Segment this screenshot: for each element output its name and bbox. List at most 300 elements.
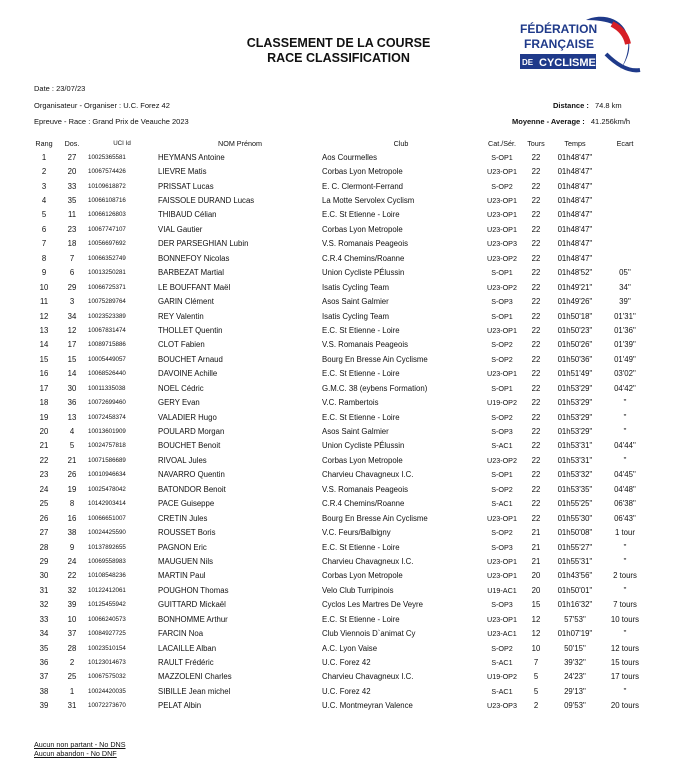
cell-nom: ROUSSET Boris [158,528,216,538]
cell-nom: PAGNON Eric [158,542,207,552]
cell-dos: 19 [67,484,77,494]
cell-temps: 01h55'30'' [557,513,593,523]
cell-rang: 24 [39,484,49,494]
cell-dos: 11 [67,210,77,220]
table-row [30,655,648,669]
table-row [30,367,648,381]
cell-tours: 22 [531,398,541,408]
cell-cat: U23-OP3 [487,701,517,711]
cell-cat: S-OP1 [491,470,513,480]
cell-ecart [602,208,648,222]
cell-uci: 10067575032 [88,673,126,681]
title-english: RACE CLASSIFICATION [267,51,410,65]
cell-tours: 22 [531,253,541,263]
cell-rang: 21 [39,441,49,451]
cell-ecart: 06'43'' [614,513,636,523]
cell-cat: U23-OP2 [487,282,517,292]
race-value: Grand Prix de Veauche 2023 [92,117,189,126]
cell-rang: 28 [39,542,49,552]
legend-dns [34,740,126,749]
logo-line1: FÉDÉRATION [520,22,598,36]
cell-rang: 38 [39,686,49,696]
cell-uci: 10023510154 [88,644,126,652]
cell-uci: 10067747107 [88,225,126,233]
cell-rang: 32 [39,600,49,610]
cell-club: V.S. Romanais Peageois [322,239,408,249]
legend-dns-text: Aucun non partant - No DNS [34,740,126,749]
cell-tours: 22 [531,354,541,364]
table-row [30,338,648,352]
cell-nom: POUGHON Thomas [158,585,229,595]
cell-rang: 11 [39,297,49,307]
cell-uci: 10010946634 [88,471,126,479]
cell-cat: S-OP1 [491,311,513,321]
table-row [30,670,648,684]
cell-uci: 10068526440 [88,370,126,378]
cell-club: Corbas Lyon Metropole [322,224,403,234]
table-row [30,208,648,222]
header-temps: Temps [564,138,586,148]
header-nom: NOM Prénom [218,138,262,148]
cell-rang: 1 [41,152,47,162]
table-row [30,222,648,236]
cell-tours: 22 [531,325,541,335]
cell-ecart: '' [623,455,627,465]
cell-tours: 22 [531,499,541,509]
cell-rang: 12 [39,311,49,321]
cell-rang: 10 [39,282,49,292]
cell-temps: 01h50'36'' [557,354,593,364]
cell-nom: VALADIER Hugo [158,412,217,422]
cell-rang: 33 [39,614,49,624]
cell-tours: 22 [531,412,541,422]
cell-temps: 29'13'' [564,686,586,696]
cell-tours: 22 [531,282,541,292]
cell-dos: 37 [67,629,77,639]
cell-cat: U23-OP1 [487,210,517,220]
cell-nom: BATONDOR Benoit [158,484,226,494]
cell-tours: 22 [531,441,541,451]
cell-uci: 10123014673 [88,659,126,667]
cell-nom: MAUGUEN Nils [158,556,214,566]
header-uci: UCI Id [113,139,131,147]
cell-cat: S-OP2 [491,643,513,653]
cell-temps: 01h55'27'' [557,542,593,552]
cell-nom: RIVOAL Jules [158,455,207,465]
cell-temps: 01h50'08'' [557,528,593,538]
cell-nom: THOLLET Quentin [158,325,223,335]
cell-rang: 26 [39,513,49,523]
cell-dos: 34 [67,311,77,321]
cell-nom: THIBAUD Célian [158,210,217,220]
table-row [30,554,648,568]
cell-club: Charvieu Chavagneux I.C. [322,470,414,480]
cell-dos: 27 [67,152,77,162]
cell-temps: 01h48'47'' [557,196,593,206]
table-row [30,699,648,713]
cell-uci: 10025365581 [88,153,126,161]
cell-temps: 09'53'' [564,701,586,711]
cell-tours: 22 [531,239,541,249]
cell-dos: 6 [69,268,75,278]
cell-club: Union Cycliste PÉlussin [322,268,405,278]
cell-dos: 16 [67,513,77,523]
logo-line3-prefix: DE [522,58,534,67]
cell-rang: 3 [41,181,47,191]
cell-cat: S-OP1 [491,152,513,162]
cell-nom: DAVOINE Achille [158,369,218,379]
cell-tours: 20 [531,585,541,595]
table-row [30,439,648,453]
cell-dos: 30 [67,383,77,393]
cell-ecart: 20 tours [610,701,640,711]
cell-uci: 10024425590 [88,529,126,537]
cell-dos: 9 [69,542,75,552]
cell-uci: 10067831474 [88,326,126,334]
cell-uci: 10013250281 [88,269,126,277]
cell-uci: 10024757818 [88,442,126,450]
cell-nom: GERY Evan [158,398,200,408]
cell-ecart: 2 tours [613,571,637,581]
cell-ecart: 01'31'' [614,311,636,321]
cell-uci: 10137892655 [88,543,126,551]
cell-rang: 35 [39,643,49,653]
table-row [30,237,648,251]
cell-dos: 32 [67,585,77,595]
cell-cat: U23-OP1 [487,224,517,234]
cell-temps: 01h55'25'' [557,499,593,509]
cell-rang: 8 [41,253,47,263]
cell-cat: U23-OP1 [487,571,517,581]
cell-nom: BOUCHET Benoit [158,441,221,451]
cell-tours: 22 [531,455,541,465]
cell-uci: 10066725371 [88,283,126,291]
cell-cat: S-AC1 [491,658,513,668]
cell-uci: 10072458374 [88,413,126,421]
cell-tours: 22 [531,470,541,480]
cell-nom: SIBILLE Jean michel [158,686,231,696]
cell-rang: 14 [39,340,49,350]
cell-rang: 6 [41,224,47,234]
table-row [30,497,648,511]
cell-temps: 01h48'47'' [557,181,593,191]
cell-rang: 23 [39,470,49,480]
cell-rang: 16 [39,369,49,379]
cell-dos: 17 [67,340,77,350]
cell-dos: 12 [67,325,77,335]
cell-club: Club Viennois D`animat Cy [322,629,416,639]
cell-nom: BOUCHET Arnaud [158,354,223,364]
cell-cat: S-AC1 [491,441,513,451]
cell-club: Cyclos Les Martres De Veyre [322,600,423,610]
cell-tours: 22 [531,297,541,307]
cell-club: C.R.4 Chemins/Roanne [322,253,405,263]
table-row [30,251,648,265]
cell-ecart [602,222,648,236]
cell-temps: 50'15'' [564,643,586,653]
cell-tours: 21 [531,528,541,538]
cell-club: E.C. St Etienne - Loire [322,369,400,379]
cell-temps: 01h07'19'' [557,629,593,639]
cell-club: E.C. St Etienne - Loire [322,542,400,552]
cell-nom: BARBEZAT Martial [158,268,224,278]
cell-nom: LE BOUFFANT Maël [158,282,231,292]
cell-uci: 10011335038 [88,384,126,392]
cell-uci: 10024420035 [88,687,126,695]
cell-tours: 20 [531,571,541,581]
cell-ecart: '' [623,542,627,552]
cell-dos: 14 [67,369,77,379]
cell-dos: 3 [69,297,75,307]
cell-temps: 01h53'29'' [557,427,593,437]
cell-temps: 01h16'32'' [557,600,593,610]
cell-ecart [602,251,648,265]
cell-uci: 10072699460 [88,399,126,407]
cell-temps: 01h55'31'' [557,556,593,566]
cell-tours: 22 [531,340,541,350]
cell-tours: 21 [531,542,541,552]
cell-club: Corbas Lyon Metropole [322,455,403,465]
cell-rang: 4 [41,196,47,206]
cell-ecart: 05'' [619,268,631,278]
cell-tours: 22 [531,484,541,494]
cell-rang: 18 [39,398,49,408]
table-row [30,352,648,366]
cell-rang: 13 [39,325,49,335]
table-row [30,164,648,178]
cell-nom: PRISSAT Lucas [158,181,214,191]
cell-ecart: 7 tours [613,600,637,610]
cell-temps: 01h48'47'' [557,253,593,263]
cell-nom: POULARD Morgan [158,427,225,437]
cell-club: E.C. St Etienne - Loire [322,325,400,335]
distance [553,101,622,110]
ffc-logo [516,14,642,82]
table-row [30,266,648,280]
cell-dos: 20 [67,167,77,177]
cell-cat: S-OP3 [491,542,513,552]
cell-dos: 25 [67,672,77,682]
average-value: 41.256km/h [590,117,631,126]
cell-cat: S-OP1 [491,383,513,393]
cell-ecart: '' [623,412,627,422]
cell-cat: U19-OP2 [487,672,517,682]
header-dos: Dos. [64,138,80,148]
cell-uci: 10089715886 [88,341,126,349]
cell-dos: 18 [67,239,77,249]
cell-rang: 22 [39,455,49,465]
cell-dos: 24 [67,556,77,566]
cell-club: U.C. Montmeyran Valence [322,701,413,711]
cell-uci: 10067574426 [88,168,126,176]
cell-rang: 39 [39,701,49,711]
cell-dos: 21 [67,455,77,465]
cell-nom: CLOT Fabien [158,340,205,350]
cell-uci: 10005449057 [88,355,126,363]
cell-cat: U23-OP1 [487,167,517,177]
table-row [30,309,648,323]
header-club: Club [393,138,409,148]
cell-temps: 01h48'47'' [557,167,593,177]
cell-temps: 01h53'35'' [557,484,593,494]
cell-uci: 10075289764 [88,298,126,306]
cell-temps: 01h53'31'' [557,441,593,451]
cell-cat: S-AC1 [491,499,513,509]
cell-tours: 22 [531,383,541,393]
cell-ecart: 06'38'' [614,499,636,509]
cell-club: La Motte Servolex Cyclism [322,196,415,206]
table-row [30,193,648,207]
cell-uci: 10013601909 [88,428,126,436]
cell-nom: FARCIN Noa [158,629,204,639]
cell-rang: 9 [41,268,47,278]
cell-uci: 10109618872 [88,182,126,190]
cell-club: Bourg En Bresse Ain Cyclisme [322,513,428,523]
cell-ecart: 04'48'' [614,484,636,494]
logo-line2: FRANÇAISE [524,37,595,51]
cell-ecart: 01'49'' [614,354,636,364]
cell-club: E.C. St Etienne - Loire [322,210,400,220]
cell-nom: MARTIN Paul [158,571,206,581]
cell-club: E. C. Clermont-Ferrand [322,181,404,191]
cell-tours: 22 [531,167,541,177]
cell-cat: U23-OP1 [487,513,517,523]
table-row [30,395,648,409]
cell-tours: 22 [531,427,541,437]
cell-temps: 39'32'' [564,658,586,668]
cell-club: E.C. St Etienne - Loire [322,412,400,422]
cell-tours: 7 [533,658,539,668]
cell-rang: 30 [39,571,49,581]
cell-uci: 10071586689 [88,456,126,464]
cell-dos: 36 [67,398,77,408]
cell-temps: 01h43'56'' [557,571,593,581]
cell-uci: 10066240573 [88,615,126,623]
cell-ecart: 01'39'' [614,340,636,350]
header-cat: Cat./Sér. [488,138,516,148]
table-row [30,569,648,583]
table-row [30,525,648,539]
cell-club: Corbas Lyon Metropole [322,167,403,177]
cell-cat: U23-OP2 [487,455,517,465]
table-row [30,583,648,597]
cell-dos: 8 [69,499,75,509]
cell-temps: 01h53'29'' [557,398,593,408]
cell-uci: 10066651007 [88,514,126,522]
table-row [30,280,648,294]
table-row [30,294,648,308]
table-row [30,410,648,424]
table-row [30,482,648,496]
cell-nom: BONNEFOY Nicolas [158,253,230,263]
cell-club: C.R.4 Chemins/Roanne [322,499,405,509]
cell-rang: 29 [39,556,49,566]
cell-tours: 5 [533,672,539,682]
cell-cat: S-AC1 [491,686,513,696]
cell-club: Isatis Cycling Team [322,311,390,321]
cell-temps: 01h48'47'' [557,152,593,162]
cell-tours: 10 [531,643,541,653]
table-row [30,150,648,164]
cell-cat: U23-OP2 [487,253,517,263]
cell-nom: MAZZOLENI Charles [158,672,232,682]
cell-uci: 10069558983 [88,557,126,565]
cell-nom: PACE Guiseppe [158,499,215,509]
cell-club: U.C. Forez 42 [322,686,371,696]
cell-ecart: 03'02'' [614,369,636,379]
cell-rang: 27 [39,528,49,538]
cell-club: Bourg En Bresse Ain Cyclisme [322,354,428,364]
cell-temps: 01h49'26'' [557,297,593,307]
race-date: Date : 23/07/23 [34,84,86,93]
cell-temps: 01h50'18'' [557,311,593,321]
cell-dos: 10 [67,614,77,624]
cell-dos: 15 [67,354,77,364]
cell-cat: U23-OP1 [487,614,517,624]
cell-ecart: 17 tours [610,672,640,682]
cell-temps: 01h53'31'' [557,455,593,465]
cell-rang: 15 [39,354,49,364]
average-speed [512,117,630,126]
cell-cat: U23-OP1 [487,196,517,206]
cell-club: U.C. Forez 42 [322,658,371,668]
table-row [30,612,648,626]
cell-cat: S-OP2 [491,528,513,538]
cell-club: Union Cycliste PÉlussin [322,441,405,451]
cell-rang: 36 [39,658,49,668]
cell-club: G.M.C. 38 (eybens Formation) [322,383,428,393]
cell-club: Velo Club Turripinois [322,585,394,595]
cell-dos: 23 [67,224,77,234]
table-row [30,598,648,612]
cell-tours: 2 [533,701,539,711]
cell-uci: 10023523389 [88,312,126,320]
table-row [30,424,648,438]
cell-cat: U19-OP2 [487,398,517,408]
cell-nom: HEYMANS Antoine [158,152,225,162]
cell-ecart [602,179,648,193]
cell-cat: S-OP1 [491,268,513,278]
cell-tours: 22 [531,152,541,162]
distance-label: Distance : [553,101,589,110]
cell-club: V.C. Rambertois [322,398,379,408]
cell-club: Corbas Lyon Metropole [322,571,403,581]
cell-club: Isatis Cycling Team [322,282,390,292]
cell-dos: 7 [69,253,75,263]
header-ecart: Ecart [616,138,634,148]
cell-rang: 31 [39,585,49,595]
cell-tours: 21 [531,556,541,566]
cell-nom: CRETIN Jules [158,513,208,523]
cell-ecart: '' [623,629,627,639]
results-table [30,136,648,713]
table-row [30,323,648,337]
cell-cat: S-OP3 [491,427,513,437]
cell-tours: 22 [531,210,541,220]
cell-ecart: 04'44'' [614,441,636,451]
title-french: CLASSEMENT DE LA COURSE [246,36,431,50]
cell-temps: 24'23'' [564,672,586,682]
cell-temps: 01h48'47'' [557,224,593,234]
cell-nom: NOEL Cédric [158,383,204,393]
organiser: Organisateur - Organiser : U.C. Forez 42 [34,101,170,110]
cell-cat: S-OP2 [491,484,513,494]
cell-uci: 10025478042 [88,485,126,493]
cell-cat: S-OP2 [491,340,513,350]
cell-ecart: 1 tour [615,528,635,538]
table-header [30,136,648,150]
cell-ecart [602,237,648,251]
